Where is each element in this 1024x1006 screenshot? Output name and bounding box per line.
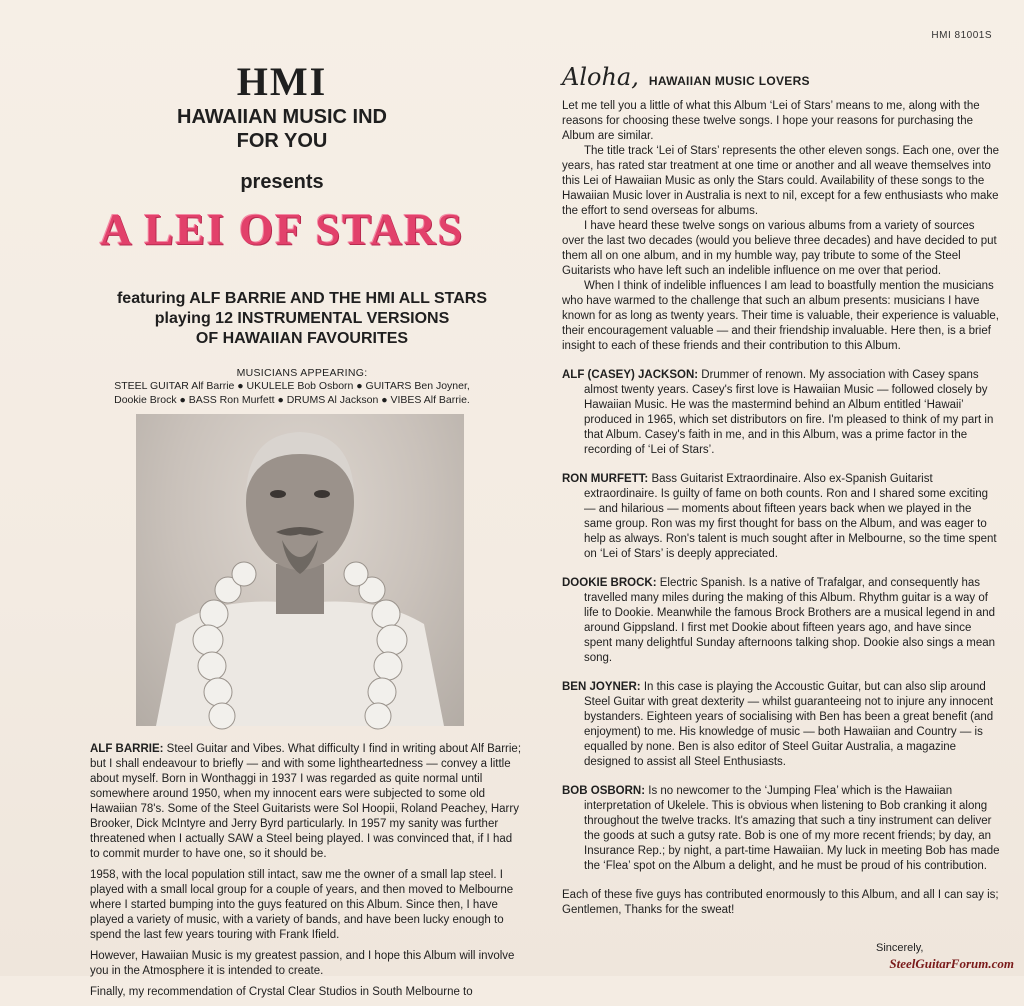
musician-text: Electric Spanish. Is a native of Trafalgar, and consequently has travelled many miles during the making of this Album. Rhythm guitar is a way of life to Dookie. Meanwhile the famous Brock Brothers are a musical legend in and around Gippsland. I first met Dookie about fifteen years ago, and have since spent many delightful Sunday afternoons talking shop. Dookie also sings a mean song.: [584, 577, 996, 664]
featuring-line-3: OF HAWAIIAN FAVOURITES: [195, 330, 409, 347]
musician-entry: [562, 680, 1000, 770]
greeting: [562, 63, 1000, 91]
brand-line-2: FOR YOU: [236, 130, 328, 152]
aloha-script: Aloha,: [562, 63, 639, 91]
bio-paragraph: Finally, my recommendation of Crystal Clear Studios in South Melbourne to: [90, 986, 473, 998]
presents-text: presents: [240, 171, 324, 193]
musician-entry: [562, 784, 1000, 874]
musician-text: In this case is playing the Accoustic Guitar, but can also slip around Steel Guitar with great dexterity — whilst guaranteeing not to injure any innocent bystanders. Eighteen years of socialising with Ben has been a great benefit (and enjoyment) to me. His knowledge of music — both Hawaiian and Country — is equalled by none. Ben is also editor of Steel Guitar Australia, a magazine designed to assist all Steel Enthusiasts.: [584, 681, 994, 768]
intro-paragraph: I have heard these twelve songs on various albums from a variety of sources over the last two decades (would you believe three decades) and have decided to put them all on one album, and in my humble way, pay tribute to some of the Steel Guitarists who have left such an indelible influence on me over that period.: [562, 220, 997, 277]
bio-name: ALF BARRIE:: [90, 743, 164, 755]
featuring-line-1: featuring ALF BARRIE AND THE HMI ALL STARS: [116, 290, 488, 307]
musician-name: DOOKIE BROCK:: [562, 577, 657, 589]
musician-entry: [562, 576, 1000, 666]
intro-paragraph: The title track ‘Lei of Stars’ represents the other eleven songs. Each one, over the years, has rated star treatment at one time or another and all weave themselves into this Lei of Hawaiian Music as only the Stars could. Availability of these songs to the Hawaiian Music lover in Australia is next to nil, except for a few enthusiasts who make the effort to send overseas for albums.: [562, 145, 1000, 217]
musician-text: Drummer of renown. My association with Casey spans almost twenty years. Casey's first love is Hawaiian Music — followed closely by Hawaiian Music. He was the mastermind behind an Album entitled ‘Hawaii’ produced in 1965, which set distributors on fire. I'm pleased to think of my part in that Album. Casey's faith in me, and in this Album, was a prime factor in the recording of ‘Lei of Stars’.: [584, 369, 994, 456]
bio-paragraph: However, Hawaiian Music is my greatest passion, and I hope this Album will involve you in the Atmosphere it is intended to create.: [90, 950, 515, 977]
musician-name: BEN JOYNER:: [562, 681, 641, 693]
right-column: [562, 63, 1000, 918]
featuring-line-2: playing 12 INSTRUMENTAL VERSIONS: [154, 310, 450, 327]
musician-name: ALF (CASEY) JACKSON:: [562, 369, 699, 381]
intro-paragraph: When I think of indelible influences I am lead to boastfully mention the musicians who have warmed to the challenge that such an album presents: musicians I have known for as long as twenty years. Their time is valuable, their experience is valuable, their encouragement valuable — and their friendship invaluable. Here then, is a brief insight to each of these friends and their contribution to this Album.: [562, 280, 1000, 352]
closing-paragraph: Each of these five guys has contributed enormously to this Album, and all I can say is; Gentlemen, Thanks for the sweat!: [562, 889, 999, 916]
brand-line-1: HAWAIIAN MUSIC IND: [177, 106, 387, 128]
watermark[interactable]: SteelGuitarForum.com: [889, 956, 1014, 971]
bio-paragraph: [90, 742, 522, 862]
brand-logo: HMI: [236, 59, 328, 104]
musicians-line-2: Dookie Brock ● BASS Ron Murfett ● DRUMS Al Jackson ● VIBES Alf Barrie.: [114, 394, 470, 406]
musicians-line-1: STEEL GUITAR Alf Barrie ● UKULELE Bob Osborn ● GUITARS Ben Joyner,: [114, 380, 470, 392]
bio-text: Steel Guitar and Vibes. What difficulty I find in writing about Alf Barrie; but I shall endeavour to briefly — and with some lightheartedness — convey a little about myself. Born in Wonthaggi in 1937 I was regarded as quite normal until somewhere around 1950, when my innocent ears were subjected to some old Hawaiian 78's. Some of the Steel Guitarists were Sol Hoopii, Roland Peachey, Harry Brooker, Dick McIntyre and Jerry Byrd particularly. In 1957 my sanity was further threatened when I actually SAW a Steel being played. I was convinced that, if I had to commit murder to have one, so it should be.: [90, 743, 522, 860]
musician-entry: [562, 472, 1000, 562]
musician-text: Is no newcomer to the ‘Jumping Flea’ which is the Hawaiian interpretation of Ukelele. This is obvious when listening to Bob cranking it along throughout the twelve tracks. It's amazing that such a tiny instrument can deliver the goods at such a gutsy rate. Bob is one of my more recent friends; by day, an Insurance Rep.; by night, a part-time Hawaiian. My luck in meeting Bob has made the ‘Flea’ spot on the Album a delight, and he must be proud of his contribution.: [584, 785, 1000, 872]
musician-name: BOB OSBORN:: [562, 785, 646, 797]
album-title: A LEI OF STARS: [99, 205, 465, 254]
portrait-photo: [136, 414, 464, 726]
musician-name: RON MURFETT:: [562, 473, 649, 485]
musicians-heading: MUSICIANS APPEARING:: [236, 367, 368, 379]
bio-section: [90, 742, 522, 1006]
bio-paragraph: 1958, with the local population still intact, saw me the owner of a small lap steel. I played with a small local group for a couple of years, and then moved to Melbourne where I started bumping into the guys featured on this Album. Since then, I have played a variety of music, with a variety of bands, and have been lucky enough to spend the last few years touring with Frank Ifield.: [90, 869, 514, 941]
signoff: Sincerely,: [876, 942, 924, 954]
portrait-photo-icon: [136, 414, 464, 726]
left-column: [84, 58, 520, 407]
catalog-number: HMI 81001S: [931, 30, 992, 41]
musician-entry: [562, 368, 1000, 458]
intro-paragraph: Let me tell you a little of what this Album ‘Lei of Stars’ means to me, along with the reasons for choosing these twelve songs. I hope your reasons for purchasing the Album are similar.: [562, 100, 980, 142]
greeting-subtitle: HAWAIIAN MUSIC LOVERS: [648, 74, 810, 88]
musician-text: Bass Guitarist Extraordinaire. Also ex-Spanish Guitarist extraordinaire. Is guilty of fame on both counts. Ron and I shared some exciting — and hilarious — moments about fifteen years back when we played in the same group. Ron was my first thought for bass on the Album, and was eager to help as always. Ron's talent is much sought after in Melbourne, so the time spent on ‘Lei of Stars’ is deeply appreciated.: [584, 473, 997, 560]
